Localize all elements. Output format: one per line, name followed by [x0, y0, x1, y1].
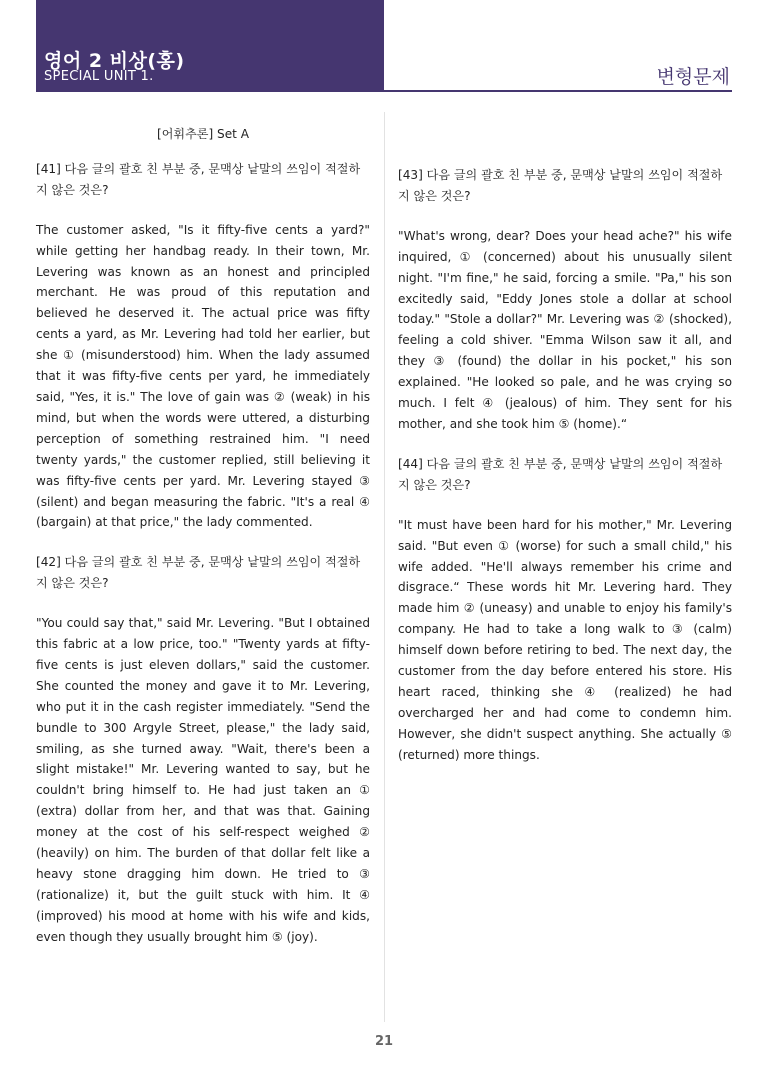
section-label: [어휘추론] Set A	[157, 127, 249, 141]
passage-41: The customer asked, "Is it fifty-five cents a yard?" while getting her handbag ready. In their town, Mr. Levering was known as an honest and principled merchant. He was proud of this reputation and believed he deserved it. The actual price was fifty cents a yard, as Mr. Levering had told her earlier, but she ① (misunderstood) him. When the lady assumed that it was fifty-five cents per yard, he immediately said, "Yes, it is." The love of gain was ② (weak) in his mind, but when the words were uttered, a disturbing perception of something restrained him. "I need twenty yards," the customer replied, still believing it was fifty-five cents per yard. Mr. Levering stayed ③ (silent) and began measuring the fabric. "It's a real ④ (bargain) at that price," the lady commented.	[36, 222, 370, 530]
header-rule	[36, 90, 732, 92]
passage-43: "What's wrong, dear? Does your head ache?" his wife inquired, ① (concerned) about his unusually silent night. "I'm fine," he said, forcing a smile. "Pa," his son excitedly said, "Eddy Jones stole a dollar at school today." "Stole a dollar?" Mr. Levering was ② (shocked), feeling a cold shiver. "Emma Wilson saw it all, and they ③ (found) the dollar in his pocket," his son explained. "He looked so pale, and he was crying so much. I felt ④ (jealous) of him. They sent for his mother, and she took him ⑤ (home).“	[398, 228, 732, 431]
passage-44: "It must have been hard for his mother," Mr. Levering said. "But even ① (worse) for such a small child," his wife added. "He'll always remember his crime and disgrace.“ These words hit Mr. Levering hard. They made him ② (uneasy) and unable to enjoy his family's company. He had to take a long walk to ③ (calm) himself down before retiring to bed. The next day, the customer from the day before entered his store. His heart raced, thinking she ④ (realized) he had overcharged her and had come to condemn him. However, she didn't suspect anything. She actually ⑤ (returned) more things.	[398, 517, 732, 762]
document-type-label: 변형문제	[656, 66, 730, 88]
passage-42: "You could say that," said Mr. Levering. "But I obtained this fabric at a low price, too." "Twenty yards at fifty-five cents is just eleven dollars," said the customer. She counted the money and gave it to Mr. Levering, who put it in the cash register immediately. "Send the bundle to 300 Argyle Street, please," the lady said, smiling, as she turned away. "Wait, there's been a slight mistake!" Mr. Levering wanted to say, but he couldn't bring himself to. He had just taken an ① (extra) dollar from her, and that was that. Gaining money at the cost of his self-respect weighed ② (heavily) on him. The burden of that dollar felt like a heavy stone dragging him down. He tried to ③ (rationalize) it, but the guilt stuck with him. It ④ (improved) his mood at home with his wife and kids, even though they usually brought him ⑤ (joy).	[36, 616, 370, 944]
question-42: [42] 다음 글의 괄호 친 부분 중, 문맥상 낱말의 쓰임이 적절하지 않은 것은?	[36, 555, 361, 591]
document-subtitle: SPECIAL UNIT 1.	[44, 69, 154, 84]
left-column	[36, 124, 370, 967]
question-43: [43] 다음 글의 괄호 친 부분 중, 문맥상 낱말의 쓰임이 적절하지 않은 것은?	[398, 168, 723, 203]
column-divider	[384, 112, 385, 1022]
question-44: [44] 다음 글의 괄호 친 부분 중, 문맥상 낱말의 쓰임이 적절하지 않은 것은?	[398, 456, 723, 492]
question-41: [41] 다음 글의 괄호 친 부분 중, 문맥상 낱말의 쓰임이 적절하지 않은 것은?	[36, 161, 361, 197]
page-number: 21	[374, 1034, 394, 1049]
document-title: 영어 2 비상(홍)	[44, 50, 185, 72]
right-column	[398, 165, 732, 785]
